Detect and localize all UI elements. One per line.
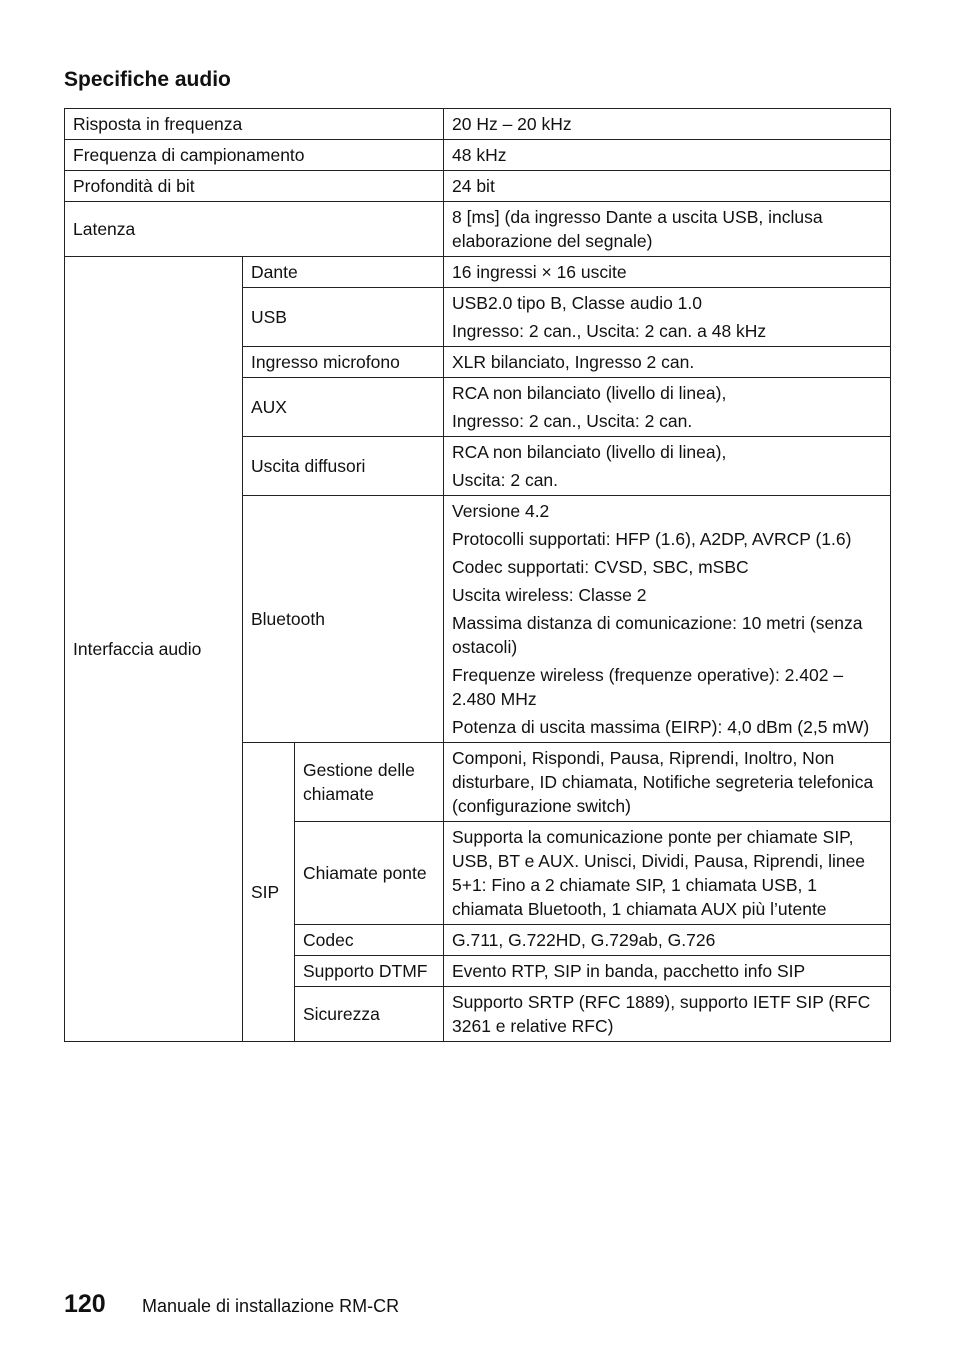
value-line: Versione 4.2: [452, 501, 550, 521]
row-value: 16 ingressi × 16 uscite: [444, 257, 891, 288]
row-value: [444, 437, 891, 496]
row-value: XLR bilanciato, Ingresso 2 can.: [444, 347, 891, 378]
row-label: USB: [243, 288, 444, 347]
manual-title: Manuale di installazione RM-CR: [142, 1296, 400, 1316]
row-value: [444, 496, 891, 743]
value-line: Codec supportati: CVSD, SBC, mSBC: [452, 557, 749, 577]
row-value: 48 kHz: [444, 140, 891, 171]
table-row: [65, 257, 891, 288]
row-value: 20 Hz – 20 kHz: [444, 109, 891, 140]
value-line: Uscita: 2 can.: [452, 470, 559, 490]
row-label: Gestione delle chiamate: [295, 743, 444, 822]
row-label: Profondità di bit: [65, 171, 444, 202]
value-line: Massima distanza di comunicazione: 10 metri (senza ostacoli): [452, 613, 863, 657]
table-row: [65, 171, 891, 202]
value-line: Ingresso: 2 can., Uscita: 2 can.: [452, 411, 693, 431]
interface-label: Interfaccia audio: [65, 257, 243, 1042]
row-value: 8 [ms] (da ingresso Dante a uscita USB, inclusa elaborazione del segnale): [444, 202, 891, 257]
value-line: Ingresso: 2 can., Uscita: 2 can. a 48 kHz: [452, 321, 767, 341]
value-line: Protocolli supportati: HFP (1.6), A2DP, AVRCP (1.6): [452, 529, 852, 549]
row-value: Supporto SRTP (RFC 1889), supporto IETF SIP (RFC 3261 e relative RFC): [444, 987, 891, 1042]
row-label: Uscita diffusori: [243, 437, 444, 496]
row-label: Risposta in frequenza: [65, 109, 444, 140]
table-row: [65, 140, 891, 171]
value-line: RCA non bilanciato (livello di linea),: [452, 383, 727, 403]
value-line: USB2.0 tipo B, Classe audio 1.0: [452, 293, 703, 313]
row-label: Dante: [243, 257, 444, 288]
table-row: [65, 202, 891, 257]
row-value: G.711, G.722HD, G.729ab, G.726: [444, 925, 891, 956]
row-value: [444, 378, 891, 437]
page-footer: [64, 1290, 399, 1319]
row-label: Chiamate ponte: [295, 822, 444, 925]
value-line: Potenza di uscita massima (EIRP): 4,0 dBm (2,5 mW): [452, 717, 870, 737]
audio-spec-table: [64, 108, 891, 1042]
row-label: Sicurezza: [295, 987, 444, 1042]
value-line: RCA non bilanciato (livello di linea),: [452, 442, 727, 462]
row-label: Frequenza di campionamento: [65, 140, 444, 171]
row-value: [444, 288, 891, 347]
row-label: Supporto DTMF: [295, 956, 444, 987]
section-title: Specifiche audio: [64, 68, 231, 91]
table-row: [65, 109, 891, 140]
row-value: 24 bit: [444, 171, 891, 202]
row-value: Supporta la comunicazione ponte per chiamate SIP, USB, BT e AUX. Unisci, Dividi, Pausa, Riprendi, linee 5+1: Fino a 2 chiamate SIP, 1 chiamata USB, 1 chiamata Bluetooth, 1 chiamata AUX più l’utente: [444, 822, 891, 925]
row-label: Latenza: [65, 202, 444, 257]
page-number: 120: [64, 1290, 106, 1318]
row-label: Codec: [295, 925, 444, 956]
row-label: Ingresso microfono: [243, 347, 444, 378]
row-label: AUX: [243, 378, 444, 437]
row-label: Bluetooth: [243, 496, 444, 743]
sip-label: SIP: [243, 743, 295, 1042]
value-line: Frequenze wireless (frequenze operative): 2.402 – 2.480 MHz: [452, 665, 844, 709]
value-line: Uscita wireless: Classe 2: [452, 585, 647, 605]
row-value: Evento RTP, SIP in banda, pacchetto info SIP: [444, 956, 891, 987]
row-value: Componi, Rispondi, Pausa, Riprendi, Inoltro, Non disturbare, ID chiamata, Notifiche segreteria telefonica (configurazione switch): [444, 743, 891, 822]
